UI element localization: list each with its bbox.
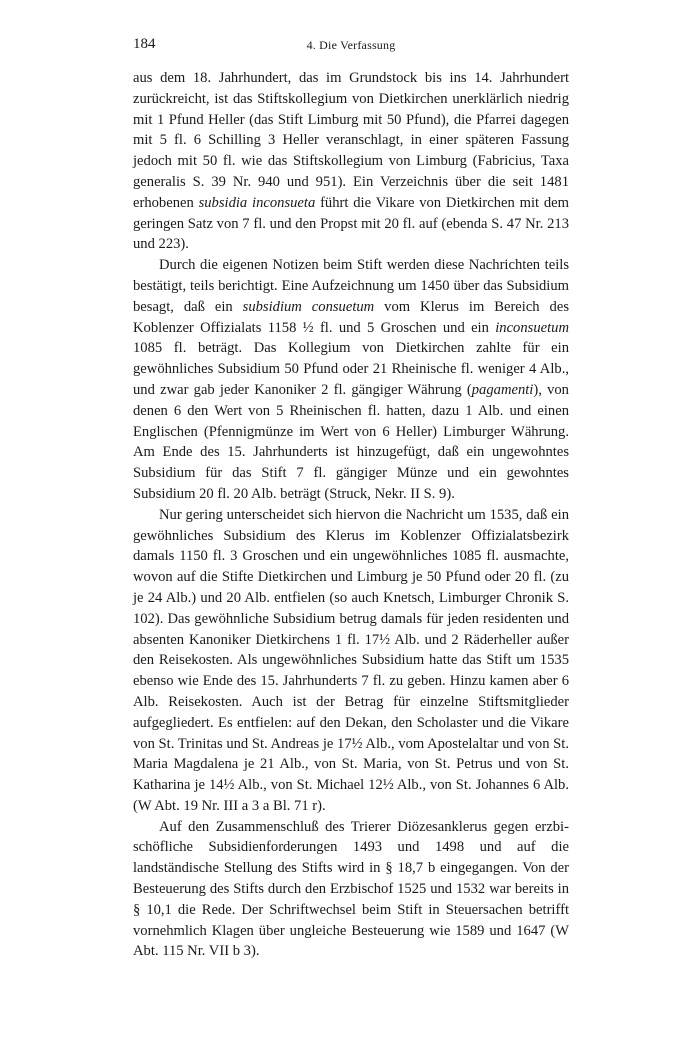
text-run: führt die Vikare von Dietkirchen mit dem geringen Satz von 7 fl. und den Propst mit 20 fl. auf (ebenda S. 47 Nr. 213 und 223). [133, 194, 569, 253]
chapter-title: 4. Die Verfassung [306, 38, 396, 52]
paragraph [133, 68, 569, 255]
book-page [133, 36, 569, 962]
paragraph [133, 817, 569, 963]
body-text [133, 68, 569, 962]
italic-term: pagamenti [471, 381, 534, 398]
italic-term: inconsuetum [495, 319, 569, 336]
text-run: Nur gering unterscheidet sich hiervon die Nachricht um 1535, daß ein gewöhnliches Subsidium des Klerus im Koblenzer Offizialatsbezirk damals 1150 fl. 3 Groschen und ein ungewöhnliches 1085 fl. ausmachte, wovon auf die Stifte Dietkirchen und Limburg je 50 Pfund oder 20 fl. (zu je 24 Alb.) und 20 Alb. entfielen (so auch Knetsch, Limburger Chronik S. 102). Das gewöhnliche Subsidium betrug damals für jeden residenten und absenten Kanoniker Dietkirchens 1 fl. 17½ Alb. und 2 Räderheller außer den Reisekosten. Als ungewöhnliches Subsidium hatte das Stift um 1535 ebenso wie Ende des 15. Jahrhunderts 7 fl. zu geben. Hinzu kamen aber 6 Alb. Reisekosten. Auch ist der Betrag für einzelne Stiftsmitglieder aufgegliedert. Es entfielen: auf den Dekan, den Scholaster und die Vikare von St. Trinitas und St. Andreas je 17½ Alb., vom Apostelaltar und von St. Maria Magdalena je 21 Alb., von St. Maria, von St. Petrus und von St. Katharina je 14½ Alb., von St. Michael 12½ Alb., von St. Johannes 6 Alb. (W Abt. 19 Nr. III a 3 a Bl. 71 r). [133, 506, 569, 814]
running-head [133, 36, 569, 58]
paragraph [133, 505, 569, 817]
text-run: aus dem 18. Jahrhundert, das im Grundstock bis ins 14. Jahrhundert zurückreicht, ist das Stiftskollegium von Dietkirchen unerklärlich niedrig mit 1 Pfund Heller (das Stift Limburg mit 50 Pfund), die Pfarrei dagegen mit 5 fl. 6 Schilling 3 Heller veranschlagt, in einer späteren Fassung jedoch mit 50 fl. wie das Stiftskollegium von Limburg (Fabricius, Taxa generalis S. 39 Nr. 940 und 951). Ein Verzeichnis über die seit 1481 erhobenen [133, 70, 569, 211]
italic-term: subsidium consuetum [242, 298, 375, 315]
text-run: ), von denen 6 den Wert von 5 Rheinischen fl. hatten, dazu 1 Alb. und einen Englischen (Pfennigmünze im Wert von 6 Heller) Limburger Währung. Am Ende des 15. Jahrhunderts ist hinzugefügt, daß ein ungewohntes Subsidium für das Stift 7 fl. gängiger Münze und ein gewohntes Subsidium 20 fl. 20 Alb. beträgt (Struck, Nekr. II S. 9). [133, 381, 569, 502]
text-run: 1085 fl. beträgt. Das Kollegium von Dietkirchen zahlte für ein gewöhnliches Subsidium 50 Pfund oder 21 Rheinische fl. weniger 4 Alb., und zwar gab jeder Kanoniker 2 fl. gängiger Währung ( [133, 340, 569, 398]
italic-term: subsidia inconsueta [198, 194, 316, 211]
text-run: vom Klerus im Bereich des Koblenzer Offizialats 1158 ½ fl. und 5 Groschen und ein [133, 298, 570, 336]
text-run: Auf den Zusammenschluß des Trierer Diözesanklerus gegen erzbischöfliche Subsidienforderungen 1493 und 1498 und auf die landständische Stellung des Stifts wird in § 18,7 b eingegangen. Von der Besteuerung des Stifts durch den Erzbischof 1525 und 1532 war bereits in § 10,1 die Rede. Der Schriftwechsel beim Stift in Steuersachen betrifft vornehmlich Klagen über ungleiche Besteuerung wie 1589 und 1647 (W Abt. 115 Nr. VII b 3). [133, 818, 569, 960]
text-run: Durch die eigenen Notizen beim Stift werden diese Nachrichten teils bestätigt, teils berichtigt. Eine Aufzeichnung um 1450 über das Subsidium besagt, daß ein [133, 257, 569, 315]
paragraph [133, 255, 569, 505]
page-number: 184 [133, 36, 156, 52]
